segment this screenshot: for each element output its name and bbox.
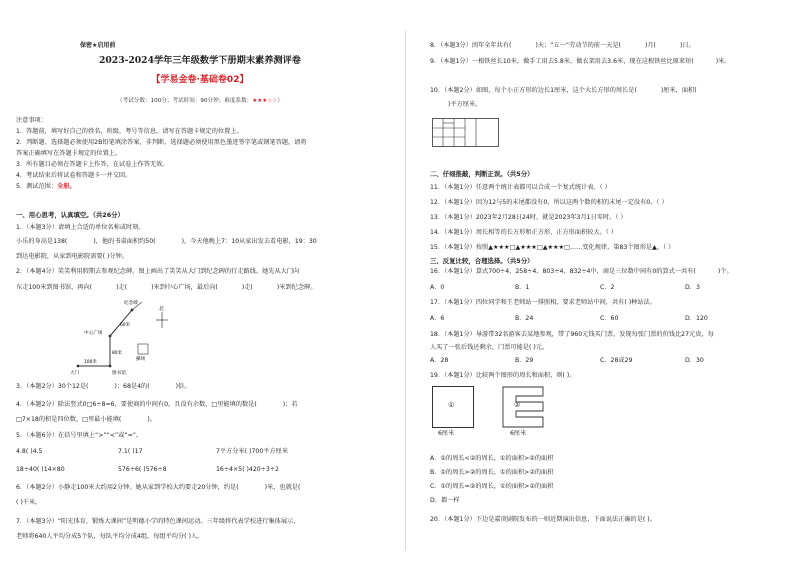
text-span: □7×18的积是四位数，□里最小能填( — [16, 416, 122, 423]
question-1-line — [16, 238, 317, 246]
text-span: 8．（本题3分）闰年全年共有( — [430, 42, 512, 49]
text-span: )天；“五一”劳动节的前一天是( — [535, 42, 621, 49]
text-span: 4．（本题2分）除法竖式0□6÷8=6，要使商的中间有0，且没有余数，□里能填的数是( — [16, 401, 257, 408]
question-2: 2．（本题4分）笑笑利用假期去参观纪念碑。图上画出了笑笑从大门到纪念碑的行走路线。她先从大门向 — [16, 268, 300, 275]
section-heading: 三、反复比较，合理选择。（共5分） — [430, 257, 534, 265]
figure-1-width: 6厘米 — [438, 430, 455, 437]
text-span: )；若 — [282, 401, 298, 408]
question-19: 19．（本题1分）比较两个图形的周长和面积，则( )。 — [430, 372, 576, 379]
question-1-line: 到达电影院，从家到电影院需要( )分钟。 — [16, 253, 128, 260]
note-item: 4．考试结束后将试卷和答题卡一并交回。 — [16, 172, 132, 179]
exam-meta — [10, 97, 390, 105]
text-span: )厘米，面积( — [660, 87, 697, 94]
difficulty-stars: ★★★☆☆ — [252, 98, 278, 104]
question-3 — [16, 383, 190, 391]
question-6-line: ( )千米。 — [16, 499, 42, 506]
text-span: )月( — [644, 42, 656, 49]
gate-label: 大门 — [70, 371, 80, 376]
option: A．28 — [430, 357, 449, 364]
question-7-line: 老师将640人平均分成5个队，每队平均分成4组，每组平均分( )人。 — [16, 533, 204, 540]
text-span: )个。 — [717, 268, 733, 275]
gate-point — [77, 365, 80, 368]
question-13: 13．（本题1分）2023年2月28日24时，就是2023年3月1日零时。（ ） — [430, 214, 627, 221]
exam-subtitle: 【学易金卷·基础卷02】 — [151, 75, 249, 85]
text-span: 16．（本题1分）算式700÷4、258÷4、803÷4、832÷4中，商是三位数中间有0的算式一共有( — [430, 268, 696, 275]
figure-2-shape — [502, 386, 546, 428]
question-18: 18．（本题1分）导游带32名游客去某地参观，带了960元钱买门票，发现每张门票的价钱比27元贵，每 — [430, 331, 714, 338]
text-span: )日。 — [679, 42, 695, 49]
left-column — [10, 0, 390, 566]
distance-label: 80米 — [112, 351, 122, 356]
monument-point — [131, 309, 134, 312]
distance-label: 60米 — [120, 323, 130, 328]
question-4-line — [16, 416, 156, 424]
question-14: 14．（本题1分）周长相等的长方形和正方形，正方形面积较大。（ ） — [430, 229, 618, 236]
text-span: 小乐的身高是138( — [16, 238, 68, 245]
figure-2-outline — [503, 387, 543, 427]
outer-rectangle — [433, 119, 499, 147]
compare-item: 576÷6( )576÷8 — [118, 466, 167, 473]
question-10 — [430, 87, 697, 95]
question-10-line — [430, 101, 481, 109]
compare-item: 16÷4×5( )420÷3÷2 — [216, 466, 279, 473]
route-map — [70, 294, 210, 376]
text-span: )，今天他晚上7：10从家出发去看电影，19：30 — [181, 238, 317, 245]
option: D．120 — [685, 315, 708, 322]
note-item: 1．答题前，填写好自己的姓名、班级、考号等信息，请写在答题卡规定的位置上。 — [16, 128, 243, 135]
option: C．28或29 — [600, 357, 633, 364]
figure-1-label: ① — [448, 401, 455, 409]
question-15: 15．（本题1分）按照▲★★★□▲★★★□▲★★★□……变化规律，第83个图形是▲。（ ） — [430, 244, 675, 251]
center-point — [109, 335, 112, 338]
right-column — [410, 0, 790, 566]
note-item: 2．判断题、选择题必须使用2B铅笔填涂答案，非判断、选择题必须使用黑色墨迹签字笔或钢笔答题，请将 — [16, 139, 307, 146]
option: A．0 — [430, 284, 445, 291]
text-span: )。 — [147, 416, 156, 423]
distance-label: 100米 — [84, 360, 97, 365]
question-12: 12．（本题1分）因为12与5的末尾都没有0，所以这两个数的积的末尾一定没有0。（ ） — [430, 199, 668, 206]
north-label: 北 — [159, 306, 165, 312]
meta-prefix: （考试分数：100分；考试时间：90分钟；难度系数： — [117, 98, 253, 104]
column-divider — [405, 30, 406, 550]
figure-2-width: 6厘米 — [510, 430, 527, 437]
secret-label: 保密★启用前 — [80, 42, 116, 49]
text-span: )走( — [116, 284, 128, 291]
option: D．3 — [685, 284, 700, 291]
rectangle-grid-figure — [432, 118, 502, 148]
option: B．①的周长>②的周长，①的面积>②的面积 — [430, 469, 554, 476]
question-1: 1．（本题3分）请填上合适的单位名称或时刻。 — [16, 224, 145, 231]
question-17: 17．（本题1分）四位同学和王老师站一排照相，要求老师站中间，共有( )种站法。 — [430, 299, 656, 306]
section-heading: 二、仔细推敲，判断正误。（共5分） — [430, 170, 534, 178]
text-span: 3．（本题2分）30个12是( — [16, 383, 89, 390]
option: B．1 — [515, 284, 530, 291]
text-span: )米，也就是( — [264, 484, 301, 491]
question-7: 7．（本题3分）“阳光体育，锻炼大课间”是明德小学的特色课间运动。三年级将代表学校进行集体展示， — [16, 518, 300, 525]
option: A．6 — [430, 315, 445, 322]
text-span: )米到纪念碑。 — [276, 284, 317, 291]
text-span: 9．（本题1分）一根铁丝长10米，做手工用去5.8米，做衣架用去3.6米，现在这根铁丝比原来短( — [430, 58, 694, 65]
note-item-scope — [16, 183, 76, 191]
library-point — [109, 365, 112, 368]
scope-value: 全册。 — [57, 183, 76, 190]
compare-item: 7平方分米( )700平方厘米 — [216, 448, 289, 455]
option: B．29 — [515, 357, 534, 364]
figure-2-label: ② — [514, 401, 521, 409]
compare-item: 4.8( )4.5 — [16, 448, 43, 455]
text-span: )平方厘米。 — [448, 101, 482, 108]
option: C．2 — [600, 284, 615, 291]
compare-item: 18÷40( )14×80 — [16, 466, 65, 473]
question-11: 11．（本题1分）任意两个统计表都可以合成一个复式统计表。（ ） — [430, 184, 611, 191]
question-8 — [430, 42, 695, 50]
note-item: 答案正确填写在答题卡规定的位置上。 — [16, 150, 122, 157]
text-span: )米到中心广场，最后向( — [151, 284, 218, 291]
text-span: )，他的书桌面积约50( — [93, 238, 156, 245]
text-span: )；68是4的( — [114, 383, 150, 390]
section-heading: 一、用心思考，认真填空。（共26分） — [16, 211, 124, 219]
meta-suffix: ） — [277, 98, 283, 104]
text-span: 东走100米到图书馆，再向( — [16, 284, 93, 291]
text-span: 6．（本题2分）小静走100米大约用2分钟。她从家到学校大约要走20分钟，约是( — [16, 484, 239, 491]
library-label: 图书馆 — [112, 371, 126, 376]
text-span: )倍。 — [175, 383, 191, 390]
option: C．①的周长=②的周长，①的面积>②的面积 — [430, 483, 554, 490]
question-18-line: 人买了一张后钱还剩余，门票可能是( )元。 — [430, 344, 549, 351]
compare-item: 7.1( )17 — [118, 448, 143, 455]
option: B．24 — [515, 315, 534, 322]
option: C．60 — [600, 315, 619, 322]
option: D．都一样 — [430, 497, 460, 504]
question-2-line — [16, 284, 316, 292]
question-9 — [430, 58, 730, 66]
notes-heading: 注意事项： — [16, 117, 47, 124]
monument-label: 纪念碑 — [124, 301, 138, 306]
exam-title: 2023-2024学年三年级数学下册期末素养测评卷 — [99, 55, 301, 66]
option: D．30 — [685, 357, 704, 364]
text-span: 10．（本题2分）如图，每个小正方形的边长1厘米，这个大长方形的周长是( — [430, 87, 637, 94]
scope-label: 5．测试范围： — [16, 183, 58, 190]
note-item: 3．所有题目必须在答题卡上作答，在试卷上作答无效。 — [16, 161, 169, 168]
question-5: 5．（本题6分）在括号里填上“>”“<”或“=”。 — [16, 432, 143, 439]
option: A．①的周长<②的周长，①的面积>②的面积 — [430, 455, 554, 462]
question-4 — [16, 401, 298, 409]
question-16 — [430, 268, 733, 276]
center-label: 中心广场 — [84, 331, 103, 336]
text-span: )走( — [241, 284, 253, 291]
playground-label: 操场 — [136, 357, 146, 362]
question-6 — [16, 484, 300, 492]
question-20: 20．（本题1分）下边是嘉庚剧院发布的一则近期演出信息，下面说法正确的是( )。 — [430, 516, 656, 523]
text-span: )米。 — [715, 58, 731, 65]
playground-box — [138, 344, 148, 354]
